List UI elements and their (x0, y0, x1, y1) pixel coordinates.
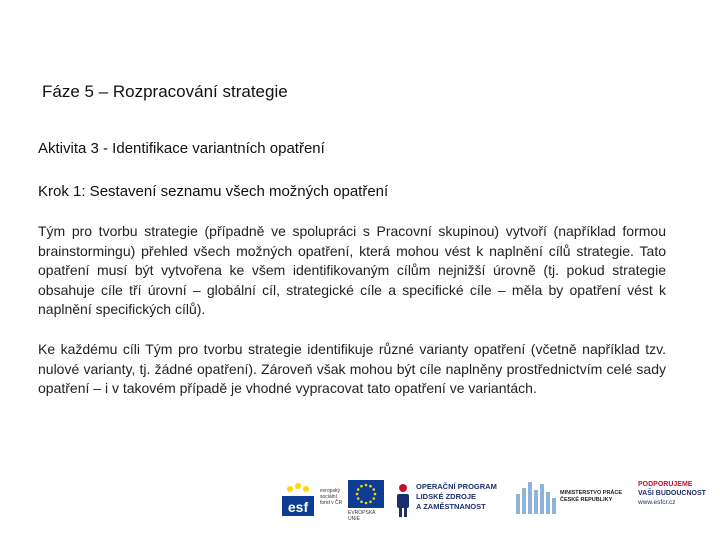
mpsv-line-1: MINISTERSTVO PRÁCE (560, 490, 623, 496)
pod-line-1: PODPORUJEME (638, 481, 693, 488)
eu-flag-icon (348, 480, 384, 508)
op-line-2: LIDSKÉ ZDROJE (416, 492, 477, 501)
esf-logo-icon (280, 480, 316, 520)
op-figure-icon (394, 482, 412, 518)
pod-line-2: VAŠI BUDOUCNOST (638, 490, 706, 497)
podporujeme-logo (638, 480, 718, 520)
svg-text:esf: esf (287, 499, 309, 515)
slide-title: Fáze 5 – Rozpracování strategie (42, 82, 288, 101)
op-lzz-logo (394, 480, 506, 522)
paragraph-2: Ke každému cíli Tým pro tvorbu strategie identifikuje různé varianty opatření (včetně například tzv. nulové varianty, tj. žádné opatření). Zároveň však mohou být cíle naplněny prostřednictvím celé sady opatření – i v takovém případě je vhodné vypracovat tato opatření ve variantách. (38, 341, 666, 396)
paragraph-1: Tým pro tvorbu strategie (případně ve spolupráci s Pracovní skupinou) vytvoří (například formou brainstormingu) přehled všech možných opatření, která mohou vést k naplnění cílů strategie. Tato opatření musí být vytvořena ke všem identifikovaným cílům nejnižší úrovně (tj. pokud strategie obsahuje cíle tří úrovní – globální cíl, strategické cíle a specifické cíle – měla by opatření vést k naplnění specifických cílů). (38, 223, 666, 317)
op-line-3: A ZAMĚSTNANOST (416, 502, 486, 511)
op-line-1: OPERAČNÍ PROGRAM (416, 482, 497, 491)
footer-logos (0, 476, 720, 540)
step-heading: Krok 1: Sestavení seznamu všech možných opatření (38, 183, 389, 200)
mpsv-logo-icon (516, 480, 556, 516)
esf-text: evropský sociální fond v ČR (320, 488, 343, 506)
mpsv-text (560, 490, 632, 504)
activity-heading: Aktivita 3 - Identifikace variantních opatření (38, 140, 325, 157)
eu-text: EVROPSKÁ UNIE (348, 510, 376, 522)
pod-url: www.esfcr.cz (638, 499, 676, 506)
mpsv-line-2: ČESKÉ REPUBLIKY (560, 497, 613, 503)
